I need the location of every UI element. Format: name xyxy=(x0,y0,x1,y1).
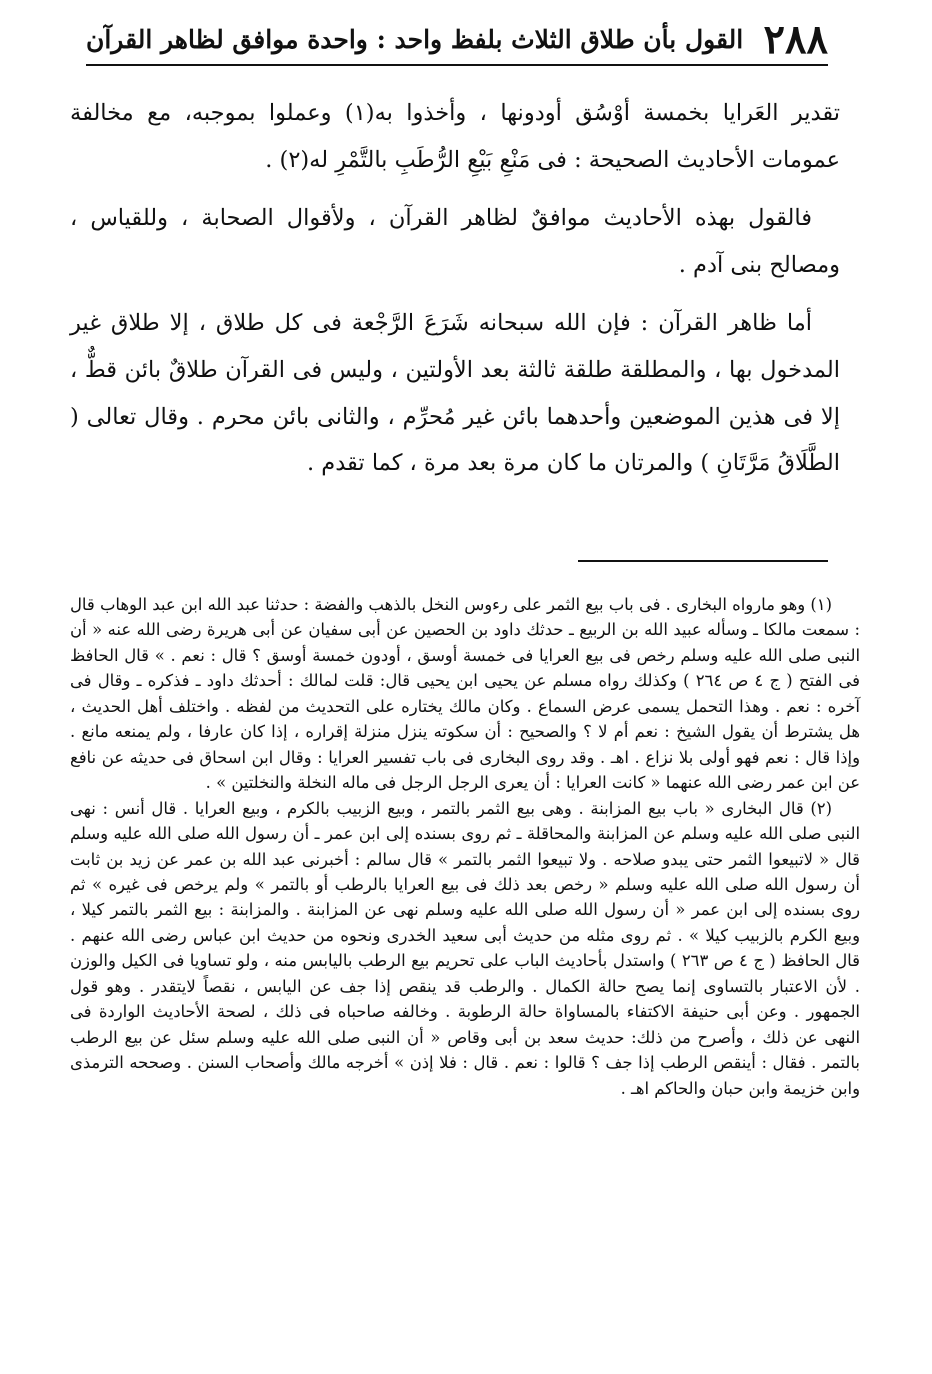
main-text xyxy=(70,90,840,487)
main-paragraph-2: فالقول بهذه الأحاديث موافقٌ لظاهر القرآن ، ولأقوال الصحابة ، وللقياس ، ومصالح بنى آدم . xyxy=(70,205,840,278)
main-paragraph-1: تقدير العَرايا بخمسة أوْسُق أودونها ، وأخذوا به(١) وعملوا بموجبه، مع مخالفة عمومات الأحاديث الصحيحة : فى مَنْعِ بَيْعِ الرُّطَبِ بالتَّمْرِ له(٢) . xyxy=(70,100,840,173)
page-header xyxy=(86,14,828,66)
footnote-2: (٢) قال البخارى « باب بيع المزابنة . وهى بيع الثمر بالتمر ، وبيع الزبيب بالكرم ، وبيع العرايا . قال أنس : نهى النبى صلى الله عليه وسلم عن المزابنة والمحاقلة ـ ثم روى بسنده إلى ابن عمر ـ أن رسول الله صلى الله عليه وسلم قال « لاتبيعوا الثمر حتى يبدو صلاحه . ولا تبيعوا الثمر بالتمر » قال سالم : أخبرنى عبد الله بن عمر عن زيد بن ثابت أن رسول الله صلى الله عليه وسلم « رخص بعد ذلك فى بيع العرايا بالرطب أو بالتمر » ولم يرخص فى غيره » ثم روى بسنده إلى ابن عمر « أن رسول الله صلى الله عليه وسلم نهى عن المزابنة . والمزابنة : بيع الثمر بالتمر كيلا ، وبيع الكرم بالزبيب كيلا » . ثم روى مثله من حديث أبى سعيد الخدرى ونحوه من حديث ابن عباس رضى الله عنهم . قال الحافظ ( ج ٤ ص ٢٦٣ ) واستدل بأحاديث الباب على تحريم بيع الرطب باليابس منه ، ولو تساويا فى الكيل والوزن . لأن الاعتبار بالتساوى إنما يصح حالة الكمال . والرطب قد ينقص إذا جف عن اليابس ، نقصاً لايتقدر . وهو قول الجمهور . وعن أبى حنيفة الاكتفاء بالمساواة حالة الرطوبة . وخالفه صاحباه فى ذلك ، لصحة الأحاديث الواردة فى النهى عن ذلك ، وأصرح من ذلك: حديث سعد بن أبى وقاص « أن النبى صلى الله عليه وسلم سئل عن بيع الرطب بالتمر . فقال : أينقص الرطب إذا جف ؟ قالوا : نعم . قال : فلا إذن » أخرجه مالك وأصحاب السنن . وصححه الترمذى وابن خزيمة وابن حبان والحاكم اهـ . xyxy=(70,798,860,1098)
footnote-separator xyxy=(578,560,828,562)
running-title: القول بأن طلاق الثلاث بلفظ واحد : واحدة موافق لظاهر القرآن xyxy=(86,24,744,54)
page-number: ٢٨٨ xyxy=(763,15,828,63)
footnote-1: (١) وهو ماروا‌ه البخارى . فى باب بيع الثمر على رءوس النخل بالذهب والفضة : حدثنا عبد الله ابن عبد الوهاب قال : سمعت مالكا ـ وسأله عبيد الله بن الربيع ـ حدثك داود بن الحصين عن أبى سفيان عن أبى هريرة رضى الله عنه « أن النبى صلى الله عليه وسلم رخص فى بيع العرايا فى خمسة أوسق ، أودون خمسة أوسق ؟ قال : نعم . » قال الحافظ فى الفتح ( ج ٤ ص ٢٦٤ ) وكذلك رواه مسلم عن يحيى ابن يحيى قال: قلت لمالك : أحدثك داود ـ فذكره ـ وقال فى آخره : نعم . وهذا التحمل يسمى عرض السماع . وكان مالك يختاره على التحديث من لفظه . واختلف أهل الحديث ، هل يشترط أن يقول الشيخ : نعم أم لا ؟ والصحيح : أن سكوته ينزل منزلة إقراره ، إذا كان عارفا ، ولم يمنعه مانع . وإذا قال : نعم فهو أولى بلا نزاع . اهـ . وقد روى البخارى فى باب تفسير العرايا : وقال ابن اسحاق فى حديثه عن نافع عن ابن عمر رضى الله عنهما « كانت العرايا : أن يعرى الرجل الرجل فى ماله النخلة والنخلتين » . xyxy=(70,595,860,793)
main-paragraph-3: أما ظاهر القرآن : فإن الله سبحانه شَرَعَ الرَّجْعة فى كل طلاق ، إلا طلاق غير المدخول بها ، والمطلقة طلقة ثالثة بعد الأولتين ، وليس فى القرآن طلاقٌ بائن قطٌّ ، إلا فى هذين الموضعين وأحدهما بائن غير مُحرِّم ، والثانى بائن محرم . وقال تعالى ( الطَّلَاقُ مَرَّتَانِ ) والمرتان ما كان مرة بعد مرة ، كما تقدم . xyxy=(70,310,840,477)
footnotes xyxy=(70,592,860,1101)
